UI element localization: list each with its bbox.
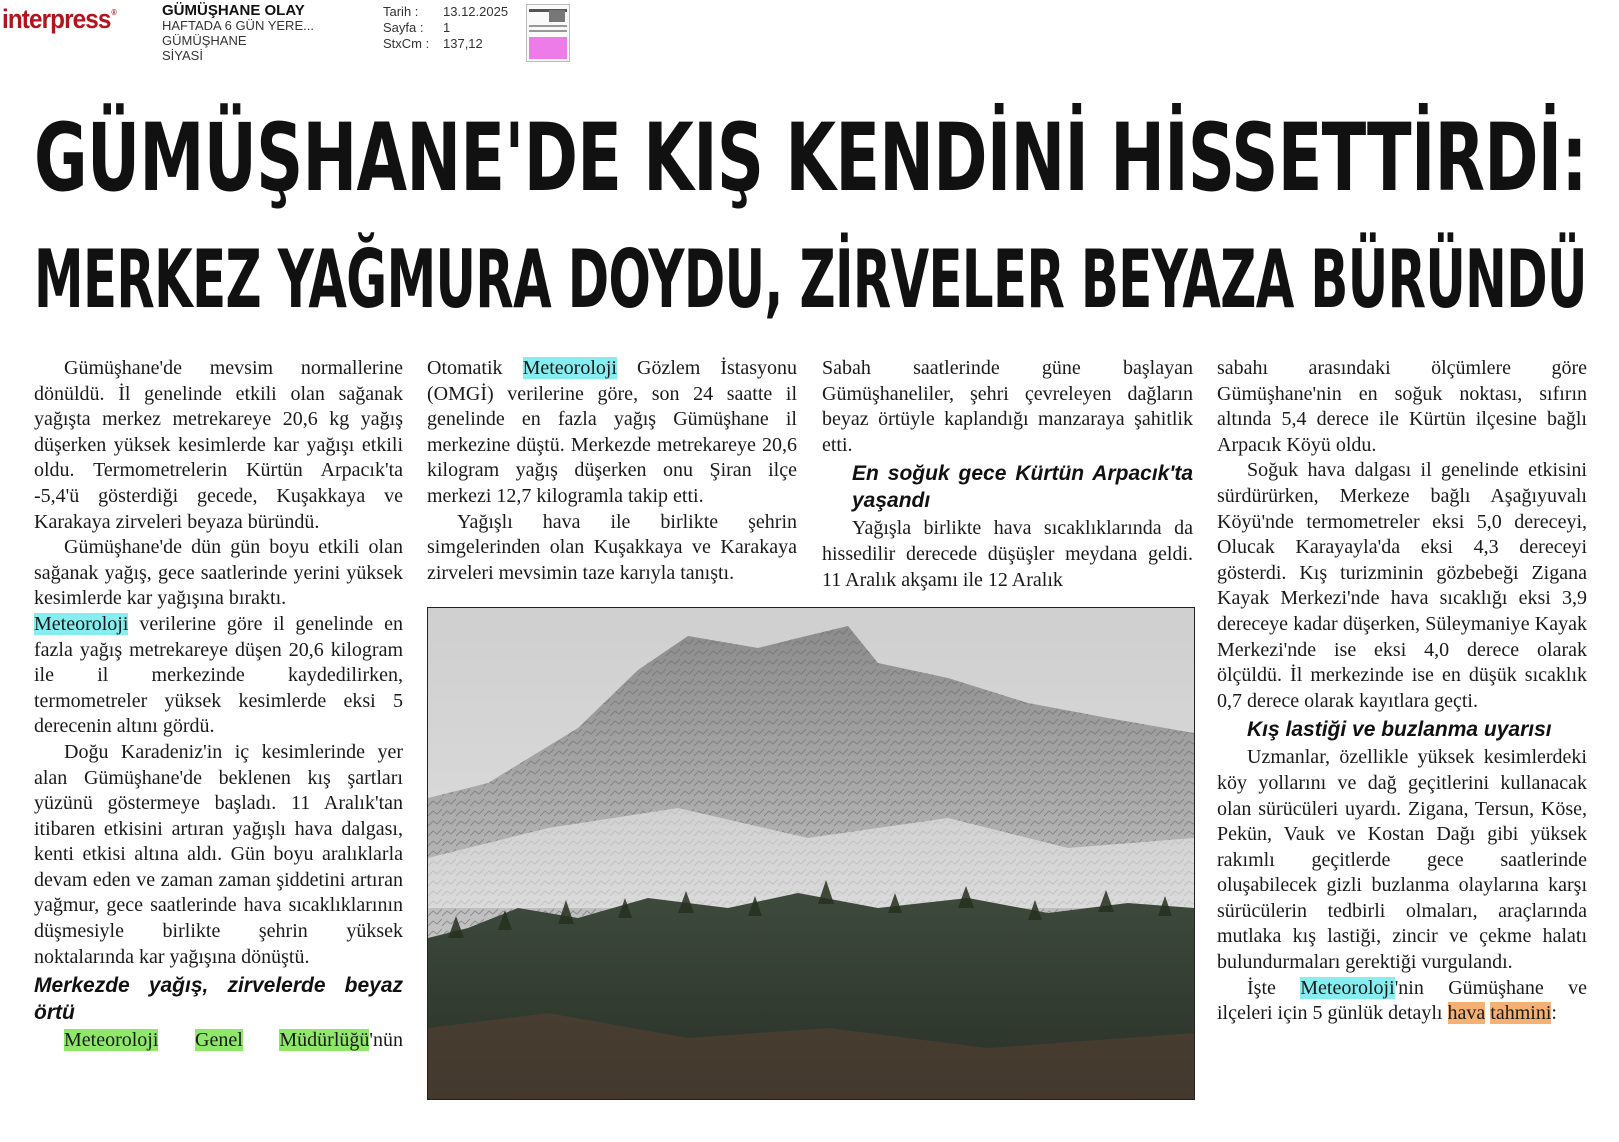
paragraph: Yağışla birlikte hava sıcaklıklarında da hissedilir derecede düşüşler meydana geldi. 11 Aralık akşamı ile 12 Aralık xyxy=(822,517,1193,591)
headline-line-1: GÜMÜŞHANE'DE KIŞ KENDİNİ HİSSETTİRDİ: xyxy=(34,104,1587,213)
paragraph: Meteoroloji verilerine göre il genelinde en fazla yağış metrekareye düşen 20,6 kilogram ile il merkezinde kaydedilirken, termometreler yüksek kesimlerde eksi 5 derecenin altını gördü. xyxy=(34,612,403,738)
page-thumbnail[interactable] xyxy=(526,4,570,62)
interpress-logo: interpress® xyxy=(2,4,116,34)
article-column-2 xyxy=(427,356,797,586)
paragraph: Soğuk hava dalgası il genelinde etkisini sürdürürken, Merkeze bağlı Aşağıyuvalı Köyü'nde termometreler eksi 5,0 dereceyi, Olucak Karayayla'da eksi 4,3 dereceyi gösterdi. Kış turizminin gözbebeği Zigana Kayak Merkezi'nde hava sıcaklığı eksi 3,9 dereceye kadar düşerken, Süleymaniye Kayak Merkezi'nde ise eksi 4,0 derece olarak ölçüldü. İl merkezinde ise en düşük sıcaklık 0,7 derece olarak kayıtlara geçti. xyxy=(1217,459,1587,712)
keyword-highlight: Genel xyxy=(195,1029,243,1052)
publication-section: SİYASİ xyxy=(162,48,203,63)
keyword-highlight: hava xyxy=(1447,1002,1486,1025)
page-label: Sayfa : xyxy=(383,20,424,35)
clipping-location-marker xyxy=(529,37,567,59)
subheading: Merkezde yağış, zirvelerde beyaz örtü xyxy=(34,974,403,1025)
article-column-4 xyxy=(1217,356,1587,1027)
keyword-highlight: Meteoroloji xyxy=(522,357,617,379)
page-value: 1 xyxy=(443,20,451,35)
paragraph: Doğu Karadeniz'in iç kesimlerinde yer alan Gümüşhane'de beklenen kış şartları yüzünü göstermeye başladı. 11 Aralık'tan itibaren etkisini artıran yağışlı hava dalgası, kenti etkisi altına aldı. Gün boyu aralıklarla devam eden ve zaman zaman şiddetini artıran yağmur, gece saatlerinde hava sıcaklıklarının düşmesiyle birlikte şehrin yüksek noktalarında kar yağışına dönüştü. xyxy=(34,740,403,968)
paragraph: Meteoroloji Genel Müdürlüğü'nün xyxy=(64,1029,403,1052)
paragraph: Gümüşhane'de dün gün boyu etkili olan sağanak yağış, gece saatlerinde yerini yüksek kesimlerde kar yağışına bıraktı. xyxy=(34,536,403,610)
publication-info xyxy=(162,3,314,63)
keyword-highlight: Meteoroloji xyxy=(34,612,129,635)
paragraph: Yağışlı hava ile birlikte şehrin simgelerinden olan Kuşakkaya ve Karakaya zirveleri mevsimin taze karıyla tanıştı. xyxy=(427,510,797,584)
paragraph: Sabah saatlerinde güne başlayan Gümüşhaneliler, şehri çevreleyen dağların beyaz örtüyle kaplandığı manzaraya şahitlik etti. xyxy=(822,357,1193,456)
paragraph: Uzmanlar, özellikle yüksek kesimlerdeki köy yollarını ve dağ geçitlerini kullanacak olan sürücüleri uyardı. Zigana, Tersun, Köse, Pekün, Vauk ve Kostan Dağı gibi yüksek rakımlı geçitlerde gece saatlerinde oluşabilecek gizli buzlanma olaylarına karşı sürücülerin tedbirli olmaları, araçlarında mutlaka kış lastiği, zincir ve çekme halatı bulundurmaları gerektiği vurgulandı. xyxy=(1217,746,1587,974)
paragraph: İşte Meteoroloji'nin Gümüşhane ve ilçeleri için 5 günlük detaylı hava tahmini: xyxy=(1217,976,1587,1025)
clipping-header xyxy=(0,0,1619,70)
paragraph: Gümüşhane'de mevsim normallerine dönüldü. İl genelinde etkili olan sağanak yağışta merkez metrekareye 20,6 kg yağış düşerken yüksek kesimlerde kar yağışı etkili oldu. Termometrelerin Kürtün Arpacık'ta -5,4'ü gösterdiği gecede, Kuşakkaya ve Karakaya zirveleri beyaza büründü. xyxy=(34,357,403,533)
subheading: En soğuk gece Kürtün Arpacık'ta yaşandı xyxy=(852,462,1193,513)
clipping-meta xyxy=(383,4,508,52)
keyword-highlight: Meteoroloji xyxy=(64,1029,159,1052)
date-value: 13.12.2025 xyxy=(443,4,509,19)
date-label: Tarih : xyxy=(383,4,419,19)
article-column-1 xyxy=(34,356,403,1054)
paragraph: Otomatik Meteoroloji Gözlem İstasyonu (OMGİ) verilerine göre, son 24 saatte il genelinde en fazla yağış Gümüşhane il merkezine düştü. Merkezde metrekareye 20,6 kilogram yağış düşerken onu Şiran ilçe merkezi 12,7 kilogramla takip etti. xyxy=(427,357,797,507)
snowy-mountain-photo xyxy=(427,607,1195,1100)
headline-line-2: MERKEZ YAĞMURA DOYDU, ZİRVELER BEYAZA BÜRÜNDÜ xyxy=(34,233,1587,326)
keyword-highlight: Müdürlüğü xyxy=(279,1029,370,1052)
paragraph: sabahı arasındaki ölçümlere göre Gümüşhane'nin en soğuk noktası, sıfırın altında 5,4 derece ile Kürtün ilçesine bağlı Arpacık Köyü oldu. xyxy=(1217,357,1587,456)
keyword-highlight: Meteoroloji xyxy=(1300,976,1395,999)
publication-city: GÜMÜŞHANE xyxy=(162,33,247,48)
stxcm-value: 137,12 xyxy=(443,36,483,51)
publication-name: GÜMÜŞHANE OLAY xyxy=(162,2,305,19)
publication-frequency: HAFTADA 6 GÜN YERE... xyxy=(162,18,314,33)
stxcm-label: StxCm : xyxy=(383,36,430,51)
keyword-highlight: tahmini xyxy=(1490,1002,1552,1025)
article-column-3 xyxy=(822,356,1193,593)
subheading: Kış lastiği ve buzlanma uyarısı xyxy=(1247,718,1552,742)
